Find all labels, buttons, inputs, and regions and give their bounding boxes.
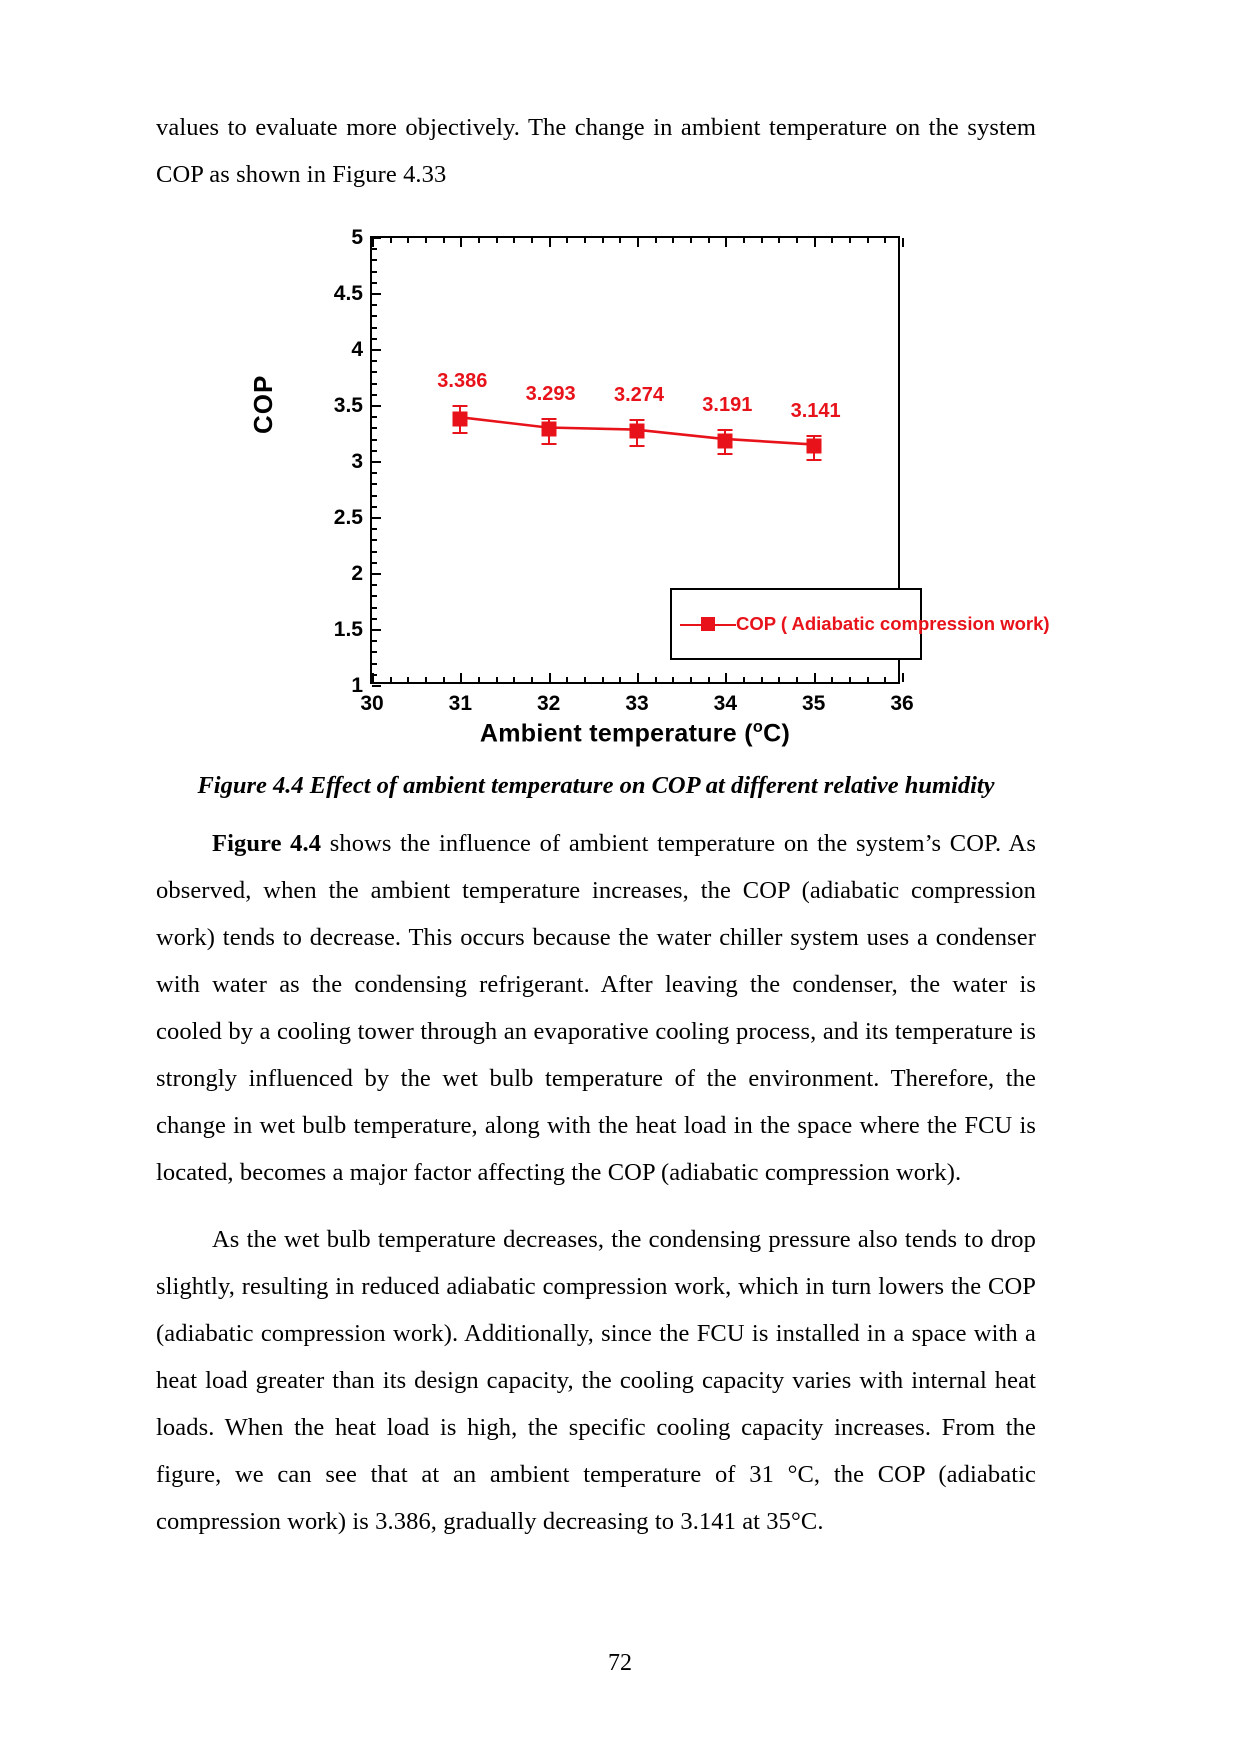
y-minor-tick xyxy=(372,360,377,362)
figure-4-4 xyxy=(156,222,1050,752)
y-minor-tick xyxy=(372,416,377,418)
x-minor-tick xyxy=(496,238,498,243)
x-tick-label: 30 xyxy=(360,692,384,715)
data-point-label: 3.293 xyxy=(525,382,576,405)
paragraph-three: As the wet bulb temperature decreases, the condensing pressure also tends to drop slightly, resulting in reduced adiabatic compression work, which in turn lowers the COP (adiabatic compression work). Additionally, since the FCU is installed in a space with a heat load greater than its design capacity, the cooling capacity varies with internal heat loads. When the heat load is high, the specific cooling capacity increases. From the figure, we can see that at an ambient temperature of 31 °C, the COP (adiabatic compression work) is 3.386, gradually decreasing to 3.141 at 35°C. xyxy=(156,1226,1036,1535)
page-content xyxy=(156,104,1050,1545)
x-minor-tick xyxy=(849,238,851,243)
x-tick-mark xyxy=(814,673,816,682)
x-minor-tick xyxy=(478,238,480,243)
x-tick-mark xyxy=(902,673,904,682)
y-minor-tick xyxy=(372,528,377,530)
y-tick-label: 5 xyxy=(351,226,363,249)
legend-marker-icon xyxy=(680,616,736,632)
error-bar-cap xyxy=(630,445,645,447)
y-minor-tick xyxy=(372,304,377,306)
y-minor-tick xyxy=(372,472,377,474)
y-minor-tick xyxy=(372,506,377,508)
y-minor-tick xyxy=(372,439,377,441)
x-minor-tick xyxy=(513,677,515,682)
x-axis-label-tail: C) xyxy=(763,719,791,748)
y-tick-mark xyxy=(372,685,381,687)
x-minor-tick xyxy=(743,238,745,243)
x-minor-tick xyxy=(884,238,886,243)
data-point-label: 3.191 xyxy=(702,394,753,417)
error-bar-cap xyxy=(806,459,821,461)
x-minor-tick xyxy=(566,238,568,243)
y-minor-tick xyxy=(372,495,377,497)
y-minor-tick xyxy=(372,651,377,653)
x-minor-tick xyxy=(708,677,710,682)
error-bar-cap xyxy=(541,418,556,420)
x-minor-tick xyxy=(690,238,692,243)
error-bar-cap xyxy=(541,443,556,445)
y-tick-label: 2 xyxy=(351,562,363,585)
x-axis-label-main: Ambient temperature ( xyxy=(479,719,753,748)
x-minor-tick xyxy=(619,238,621,243)
error-bar-cap xyxy=(718,429,733,431)
y-minor-tick xyxy=(372,259,377,261)
x-minor-tick xyxy=(443,238,445,243)
y-tick-mark xyxy=(372,461,381,463)
data-point-label: 3.141 xyxy=(790,400,841,422)
x-minor-tick xyxy=(778,677,780,682)
x-tick-mark xyxy=(725,673,727,682)
chart-legend[interactable] xyxy=(670,588,1050,660)
chart-canvas xyxy=(240,222,1050,752)
x-minor-tick xyxy=(619,677,621,682)
x-minor-tick xyxy=(443,677,445,682)
y-minor-tick xyxy=(372,584,377,586)
x-tick-label: 32 xyxy=(536,692,561,715)
x-minor-tick xyxy=(761,677,763,682)
y-minor-tick xyxy=(372,338,377,340)
y-minor-tick xyxy=(372,562,377,564)
y-minor-tick xyxy=(372,271,377,273)
y-minor-tick xyxy=(372,539,377,541)
x-axis-label-degree: o xyxy=(752,718,764,736)
y-minor-tick xyxy=(372,640,377,642)
figure-reference: Figure 4.4 xyxy=(212,830,322,857)
x-minor-tick xyxy=(425,677,427,682)
y-minor-tick xyxy=(372,371,377,373)
x-minor-tick xyxy=(831,677,833,682)
x-minor-tick xyxy=(655,677,657,682)
x-tick-label: 36 xyxy=(890,692,914,715)
x-minor-tick xyxy=(407,677,409,682)
y-minor-tick xyxy=(372,248,377,250)
x-minor-tick xyxy=(796,238,798,243)
y-minor-tick xyxy=(372,282,377,284)
y-minor-tick xyxy=(372,595,377,597)
y-tick-label: 1.5 xyxy=(333,618,363,641)
y-minor-tick xyxy=(372,315,377,317)
x-minor-tick xyxy=(708,238,710,243)
y-tick-label: 4.5 xyxy=(333,282,363,305)
y-tick-label: 2.5 xyxy=(333,506,363,529)
y-minor-tick xyxy=(372,607,377,609)
data-point-label: 3.386 xyxy=(437,370,488,393)
x-tick-mark xyxy=(814,238,816,247)
x-minor-tick xyxy=(849,677,851,682)
x-tick-label: 31 xyxy=(448,692,473,715)
x-minor-tick xyxy=(867,677,869,682)
y-minor-tick xyxy=(372,427,377,429)
data-point-marker[interactable] xyxy=(453,411,468,426)
x-minor-tick xyxy=(390,238,392,243)
y-minor-tick xyxy=(372,483,377,485)
x-minor-tick xyxy=(513,238,515,243)
x-minor-tick xyxy=(584,677,586,682)
y-tick-mark xyxy=(372,293,381,295)
y-tick-mark xyxy=(372,629,381,631)
x-tick-label: 34 xyxy=(713,692,738,715)
data-point-marker[interactable] xyxy=(541,422,556,437)
x-minor-tick xyxy=(655,238,657,243)
y-tick-mark xyxy=(372,573,381,575)
intro-paragraph: values to evaluate more objectively. The change in ambient temperature on the system COP as shown in Figure 4.33 xyxy=(156,114,1036,188)
y-axis-label: COP xyxy=(248,374,278,434)
y-minor-tick xyxy=(372,383,377,385)
y-minor-tick xyxy=(372,394,377,396)
paragraph-two-text: shows the influence of ambient temperature on the system’s COP. As observed, when the ambient temperature increases, the COP (adiabatic compression work) tends to decrease. This occurs because the water chiller system uses a condenser with water as the condensing refrigerant. After leaving the condenser, the water is cooled by a cooling tower through an evaporative cooling process, and its temperature is strongly influenced by the wet bulb temperature of the environment. Therefore, the change in wet bulb temperature, along with the heat load in the space where the FCU is located, becomes a major factor affecting the COP (adiabatic compression work). xyxy=(156,830,1036,1186)
y-tick-mark xyxy=(372,517,381,519)
x-tick-mark xyxy=(637,238,639,247)
y-minor-tick xyxy=(372,663,377,665)
error-bar-cap xyxy=(630,419,645,421)
x-tick-mark xyxy=(549,673,551,682)
x-minor-tick xyxy=(531,677,533,682)
x-minor-tick xyxy=(672,677,674,682)
plot-area xyxy=(333,226,1050,715)
x-tick-mark xyxy=(372,238,374,247)
x-minor-tick xyxy=(390,677,392,682)
data-point-label: 3.274 xyxy=(613,383,665,406)
x-axis-label xyxy=(370,718,900,748)
x-minor-tick xyxy=(796,677,798,682)
y-tick-label: 3.5 xyxy=(333,394,363,417)
error-bar-cap xyxy=(806,435,821,437)
y-minor-tick xyxy=(372,551,377,553)
x-tick-mark xyxy=(372,673,374,682)
x-minor-tick xyxy=(478,677,480,682)
data-point-marker[interactable] xyxy=(630,424,645,439)
x-tick-mark xyxy=(549,238,551,247)
paragraph-two xyxy=(156,820,1036,1196)
x-minor-tick xyxy=(778,238,780,243)
x-minor-tick xyxy=(884,677,886,682)
x-tick-label: 35 xyxy=(801,692,826,715)
x-minor-tick xyxy=(672,238,674,243)
x-minor-tick xyxy=(867,238,869,243)
x-minor-tick xyxy=(531,238,533,243)
data-point-marker[interactable] xyxy=(718,433,733,448)
data-point-marker[interactable] xyxy=(806,439,821,454)
x-tick-mark xyxy=(637,673,639,682)
x-tick-mark xyxy=(460,673,462,682)
x-minor-tick xyxy=(690,677,692,682)
x-tick-mark xyxy=(460,238,462,247)
x-tick-mark xyxy=(725,238,727,247)
y-minor-tick xyxy=(372,450,377,452)
y-tick-label: 1 xyxy=(351,674,363,697)
x-minor-tick xyxy=(602,677,604,682)
y-minor-tick xyxy=(372,327,377,329)
x-minor-tick xyxy=(425,238,427,243)
y-tick-label: 3 xyxy=(351,450,363,473)
error-bar-cap xyxy=(453,405,468,407)
figure-caption: Figure 4.4 Effect of ambient temperature on COP at different relative humidity xyxy=(197,772,995,799)
x-minor-tick xyxy=(602,238,604,243)
x-minor-tick xyxy=(743,677,745,682)
x-minor-tick xyxy=(496,677,498,682)
x-tick-label: 33 xyxy=(625,692,649,715)
page-number: 72 xyxy=(608,1650,632,1676)
y-tick-mark xyxy=(372,405,381,407)
x-minor-tick xyxy=(407,238,409,243)
x-minor-tick xyxy=(831,238,833,243)
x-minor-tick xyxy=(584,238,586,243)
x-minor-tick xyxy=(761,238,763,243)
legend-label: COP ( Adiabatic compression work) xyxy=(736,613,1050,634)
error-bar-cap xyxy=(718,453,733,455)
error-bar-cap xyxy=(453,432,468,434)
y-tick-mark xyxy=(372,349,381,351)
y-minor-tick xyxy=(372,618,377,620)
x-tick-mark xyxy=(902,238,904,247)
x-minor-tick xyxy=(566,677,568,682)
y-tick-label: 4 xyxy=(351,338,363,361)
